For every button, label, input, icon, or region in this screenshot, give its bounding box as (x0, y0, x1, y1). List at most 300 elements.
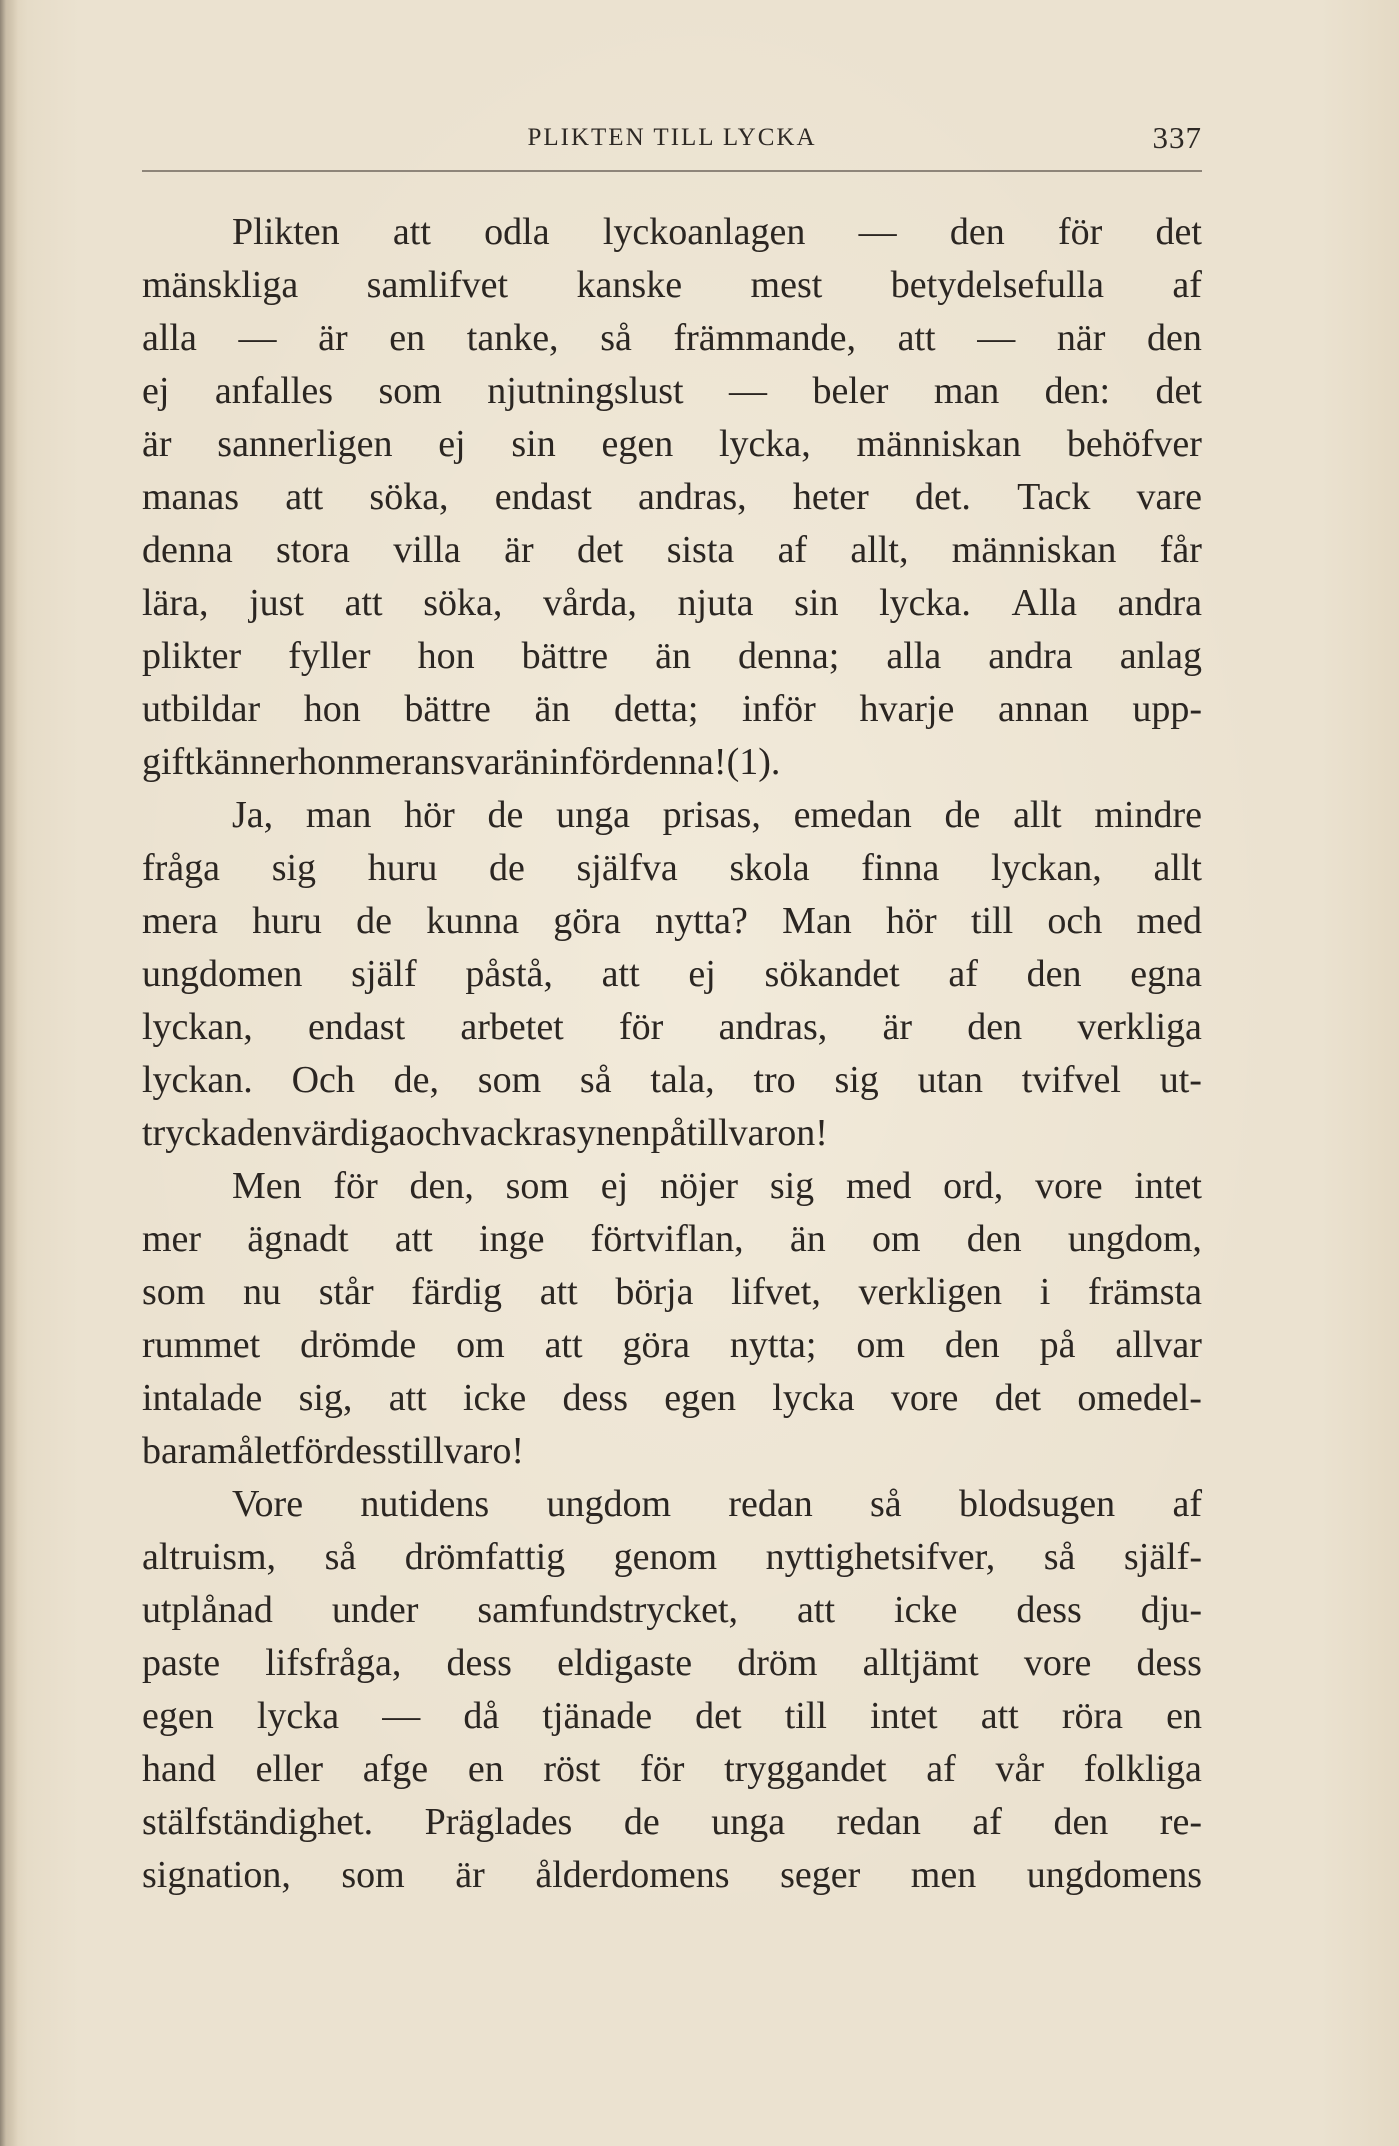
word: hon (417, 635, 475, 677)
running-title: PLIKTEN TILL LYCKA (527, 124, 817, 151)
word: mer (142, 1218, 202, 1260)
word: endast (494, 476, 592, 518)
word: göra (553, 900, 621, 942)
word: huru (367, 847, 438, 889)
word: kanske (576, 264, 683, 306)
word: denna! (623, 741, 727, 783)
word: — (977, 317, 1016, 359)
word: hon (303, 688, 361, 730)
word: att (388, 1377, 427, 1419)
word: lyckan. (142, 1059, 253, 1101)
word: vore (890, 1377, 959, 1419)
word: påstå, (465, 953, 553, 995)
word: vare (1136, 476, 1202, 518)
word: den (1026, 953, 1082, 995)
word: — (729, 370, 768, 412)
word: tanke, (466, 317, 559, 359)
word: den (236, 1112, 292, 1154)
word: det. (914, 476, 971, 518)
word: för (1057, 211, 1103, 253)
word: denna (142, 529, 233, 571)
word: ord, (943, 1165, 1004, 1207)
word: sig (834, 1059, 879, 1101)
word: en (389, 317, 426, 359)
word: röra (1061, 1695, 1123, 1737)
word: med (1136, 900, 1202, 942)
page-number: 337 (1152, 120, 1202, 155)
word: människan (951, 529, 1117, 571)
word: njutningslust (487, 370, 684, 412)
word: förtviflan, (590, 1218, 744, 1260)
word: nu (243, 1271, 282, 1313)
word: inge (479, 1218, 545, 1260)
word: sökandet (764, 953, 900, 995)
text-line (142, 1107, 1202, 1160)
word: dess (446, 1642, 512, 1684)
word: lycka (256, 1695, 340, 1737)
word: kunna (426, 900, 520, 942)
word: lifsfråga, (265, 1642, 402, 1684)
word: med (845, 1165, 912, 1207)
word: manas (142, 476, 240, 518)
word: i (1039, 1271, 1051, 1313)
word: att (980, 1695, 1019, 1737)
word: plikter (142, 635, 242, 677)
word: så (1043, 1536, 1076, 1578)
word: Vore (232, 1483, 304, 1525)
text-line (142, 1743, 1202, 1796)
word: ungdom, (1067, 1218, 1202, 1260)
word: och (1047, 900, 1103, 942)
word: är (504, 529, 534, 571)
word: söka, (423, 582, 503, 624)
text-line (142, 1531, 1202, 1584)
word: rummet (142, 1324, 261, 1366)
word: samlifvet (366, 264, 509, 306)
word: som (378, 370, 442, 412)
word: de (623, 1801, 660, 1843)
word: hand (142, 1748, 216, 1790)
word: intalade (142, 1377, 263, 1419)
word: för (640, 1748, 685, 1790)
word: om (456, 1324, 505, 1366)
word: lyckoanlagen (602, 211, 806, 253)
word: lycka. (879, 582, 971, 624)
word: fråga (142, 847, 221, 889)
word: blodsugen (958, 1483, 1116, 1525)
word: just (249, 582, 304, 624)
word: mindre (1094, 794, 1202, 836)
word: om (856, 1324, 905, 1366)
word: Man (782, 900, 852, 942)
word: paste (142, 1642, 221, 1684)
word: synen (561, 1112, 651, 1154)
spine-shadow (0, 0, 18, 2146)
word: den (1053, 1801, 1109, 1843)
word: dess (562, 1377, 628, 1419)
word: allvar (1115, 1324, 1202, 1366)
word: ungdomens (1026, 1854, 1202, 1896)
word: börja (615, 1271, 694, 1313)
text-line (142, 365, 1202, 418)
text-line (142, 471, 1202, 524)
word: dess (1016, 1589, 1082, 1631)
word: sin (511, 423, 556, 465)
word: vackra (460, 1112, 562, 1154)
word: fyller (288, 635, 371, 677)
word: som (505, 1165, 569, 1207)
word: icke (462, 1377, 527, 1419)
text-line (142, 1690, 1202, 1743)
word: den, (409, 1165, 474, 1207)
word: af (972, 1801, 1002, 1843)
word: dju- (1140, 1589, 1202, 1631)
word: hvarje (859, 688, 955, 730)
word: af (777, 529, 808, 571)
body-text (142, 206, 1202, 1902)
word: af (926, 1748, 956, 1790)
text-line (142, 895, 1202, 948)
word: det (576, 529, 624, 571)
word: om (872, 1218, 921, 1260)
word: får (1159, 529, 1202, 571)
word: altruism, (142, 1536, 277, 1578)
word: upp- (1132, 688, 1202, 730)
word: afge (362, 1748, 429, 1790)
word: tryggandet (724, 1748, 887, 1790)
word: det (1155, 370, 1202, 412)
word: utplånad (142, 1589, 273, 1631)
word: än (513, 741, 550, 783)
text-line (142, 1001, 1202, 1054)
word: att (392, 211, 431, 253)
word: är (882, 1006, 913, 1048)
word: så (870, 1483, 902, 1525)
word: inför (549, 741, 624, 783)
word: unga (711, 1801, 786, 1843)
word: mänskliga (142, 264, 299, 306)
word: det (695, 1695, 742, 1737)
word: ut- (1159, 1059, 1202, 1101)
word: alla (886, 635, 942, 677)
text-line (142, 312, 1202, 365)
word: bara (142, 1430, 208, 1472)
word: behöfver (1066, 423, 1202, 465)
word: på (650, 1112, 687, 1154)
word: den (949, 211, 1005, 253)
word: är (142, 423, 172, 465)
word: lifvet, (731, 1271, 821, 1313)
word: att (544, 1324, 583, 1366)
word: sig (769, 1165, 815, 1207)
text-line (142, 1372, 1202, 1425)
word: står (318, 1271, 374, 1313)
word: bättre (521, 635, 609, 677)
word: nutidens (360, 1483, 490, 1525)
word: då (463, 1695, 500, 1737)
text-line (142, 1054, 1202, 1107)
word: mer (355, 741, 415, 783)
word: för (619, 1006, 664, 1048)
word: det (994, 1377, 1042, 1419)
word: egna (1130, 953, 1202, 995)
word: hon (298, 741, 356, 783)
word: tvifvel (1021, 1059, 1121, 1101)
word: denna; (738, 635, 840, 677)
word: den (967, 1006, 1023, 1048)
word: nytta? (655, 900, 748, 942)
word: dess (1136, 1642, 1202, 1684)
text-line (142, 683, 1202, 736)
text-line (142, 1213, 1202, 1266)
word: sig (271, 847, 317, 889)
word: tala, (650, 1059, 715, 1101)
word: utbildar (142, 688, 261, 730)
word: främmande, (673, 317, 856, 359)
text-line (142, 524, 1202, 577)
word: sista (666, 529, 735, 571)
word: lyckan, (991, 847, 1102, 889)
word: att (797, 1589, 836, 1631)
word: att (285, 476, 324, 518)
word: alla (142, 317, 197, 359)
text-line (142, 1160, 1202, 1213)
word: redan (728, 1483, 813, 1525)
word: omedel- (1077, 1377, 1202, 1419)
word: eldigaste (557, 1642, 693, 1684)
word: göra (622, 1324, 690, 1366)
word: betydelsefulla (890, 264, 1104, 306)
word: verkligen (858, 1271, 1003, 1313)
word: så (600, 317, 632, 359)
text-line (142, 1478, 1202, 1531)
word: som (341, 1854, 405, 1896)
text-line (142, 1796, 1202, 1849)
word: under (331, 1589, 419, 1631)
word: heter (792, 476, 869, 518)
word: andra (1117, 582, 1202, 624)
word: så (579, 1059, 612, 1101)
word: den (944, 1324, 1000, 1366)
text-line (142, 1425, 1202, 1478)
word: af (948, 953, 978, 995)
word: Plikten (232, 211, 340, 253)
word: Alla (1011, 582, 1077, 624)
word: vore (1035, 1165, 1103, 1207)
word: är (455, 1854, 485, 1896)
word: unga (556, 794, 630, 836)
word: vore (1023, 1642, 1092, 1684)
word: vår (995, 1748, 1045, 1790)
text-line (142, 418, 1202, 471)
word: sig, (298, 1377, 353, 1419)
word: folkliga (1083, 1748, 1202, 1790)
text-line (142, 842, 1202, 895)
word: själf (351, 953, 417, 995)
word: den (1147, 317, 1202, 359)
word: af (1172, 1483, 1202, 1525)
word: lära, (142, 582, 209, 624)
word: är (318, 317, 348, 359)
word: prisas, (662, 794, 761, 836)
word: till (970, 900, 1014, 942)
word: detta; (613, 688, 699, 730)
word: andras, (718, 1006, 828, 1048)
word: ungdom (546, 1483, 672, 1525)
word: allt, (850, 529, 909, 571)
word: (1). (726, 741, 781, 783)
word: en (467, 1748, 504, 1790)
word: tro (753, 1059, 796, 1101)
word: de (488, 847, 525, 889)
word: värdiga (291, 1112, 406, 1154)
word: att (394, 1218, 433, 1260)
word: egen (664, 1377, 737, 1419)
word: allt (1013, 794, 1062, 836)
word: — (382, 1695, 421, 1737)
word: andras, (637, 476, 747, 518)
word: redan (836, 1801, 921, 1843)
word: känner (194, 741, 299, 783)
word: mera (142, 900, 218, 942)
word: ungdomen (142, 953, 303, 995)
word: så (324, 1536, 357, 1578)
text-line (142, 736, 1202, 789)
word: mest (750, 264, 823, 306)
word: dröm (737, 1642, 818, 1684)
word: signation, (142, 1854, 291, 1896)
text-line (142, 789, 1202, 842)
header-rule (142, 170, 1202, 172)
text-line (142, 630, 1202, 683)
word: söka, (369, 476, 449, 518)
word: endast (308, 1006, 406, 1048)
word: för (291, 1430, 337, 1472)
word: intet (870, 1695, 938, 1737)
word: man (933, 370, 1000, 412)
word: vårda, (543, 582, 637, 624)
word: ej (142, 370, 170, 412)
word: främsta (1088, 1271, 1202, 1313)
word: egen (601, 423, 674, 465)
word: Men (232, 1165, 302, 1207)
word: dess (336, 1430, 402, 1472)
word: till (784, 1695, 827, 1737)
word: en (1166, 1695, 1202, 1737)
word: när (1056, 317, 1106, 359)
word: eller (255, 1748, 324, 1790)
word: seger (780, 1854, 861, 1896)
word: skola (729, 847, 810, 889)
word: den (966, 1218, 1022, 1260)
word: — (238, 317, 277, 359)
word: hör (886, 900, 937, 942)
word: nöjer (659, 1165, 739, 1207)
word: tillvaron! (686, 1112, 828, 1154)
word: tillvaro! (401, 1430, 524, 1472)
word: stälfständighet. (142, 1801, 374, 1843)
text-line (142, 259, 1202, 312)
text-line (142, 1849, 1202, 1902)
word: och (405, 1112, 461, 1154)
word: det (1155, 211, 1202, 253)
word: som (142, 1271, 206, 1313)
text-line (142, 948, 1202, 1001)
word: drömfattig (404, 1536, 566, 1578)
word: de (487, 794, 524, 836)
word: anlag (1119, 635, 1202, 677)
word: sannerligen (217, 423, 393, 465)
word: andra (988, 635, 1073, 677)
word: icke (894, 1589, 958, 1631)
word: målet (207, 1430, 292, 1472)
word: lycka (772, 1377, 855, 1419)
word: hör (404, 794, 455, 836)
word: emedan (793, 794, 912, 836)
word: människan (856, 423, 1022, 465)
word: den: (1044, 370, 1111, 412)
word: de (356, 900, 392, 942)
word: villa (393, 529, 461, 571)
word: de, (393, 1059, 440, 1101)
text-line (142, 206, 1202, 259)
word: af (1172, 264, 1202, 306)
word: beler (812, 370, 889, 412)
word: trycka (142, 1112, 237, 1154)
word: för (333, 1165, 378, 1207)
word: gift (142, 741, 195, 783)
word: Tack (1017, 476, 1091, 518)
word: samfundstrycket, (477, 1589, 739, 1631)
word: anfalles (214, 370, 334, 412)
text-line (142, 577, 1202, 630)
word: ej (438, 423, 466, 465)
word: lycka, (718, 423, 811, 465)
word: allt (1153, 847, 1202, 889)
word: ansvar (414, 741, 514, 783)
word: att (897, 317, 936, 359)
word: njuta (677, 582, 754, 624)
text-line (142, 1584, 1202, 1637)
word: arbetet (460, 1006, 564, 1048)
word: att (601, 953, 640, 995)
word: Präglades (424, 1801, 573, 1843)
word: inför (741, 688, 816, 730)
word: bättre (404, 688, 491, 730)
text-line (142, 1637, 1202, 1690)
word: lyckan, (142, 1006, 253, 1048)
word: intet (1134, 1165, 1202, 1207)
word: tjänade (542, 1695, 653, 1737)
word: än (534, 688, 571, 730)
word: stora (276, 529, 350, 571)
word: nyttighetsifver, (765, 1536, 996, 1578)
word: finna (861, 847, 940, 889)
word: ägnadt (247, 1218, 349, 1260)
word: ålderdomens (535, 1854, 730, 1896)
word: än (655, 635, 692, 677)
text-line (142, 1319, 1202, 1372)
word: Ja, (232, 794, 274, 836)
word: ej (600, 1165, 629, 1207)
word: re- (1159, 1801, 1202, 1843)
word: annan (997, 688, 1089, 730)
word: — (858, 211, 897, 253)
word: färdig (411, 1271, 503, 1313)
page-header (142, 112, 1202, 170)
word: de (944, 794, 981, 836)
word: röst (543, 1748, 601, 1790)
